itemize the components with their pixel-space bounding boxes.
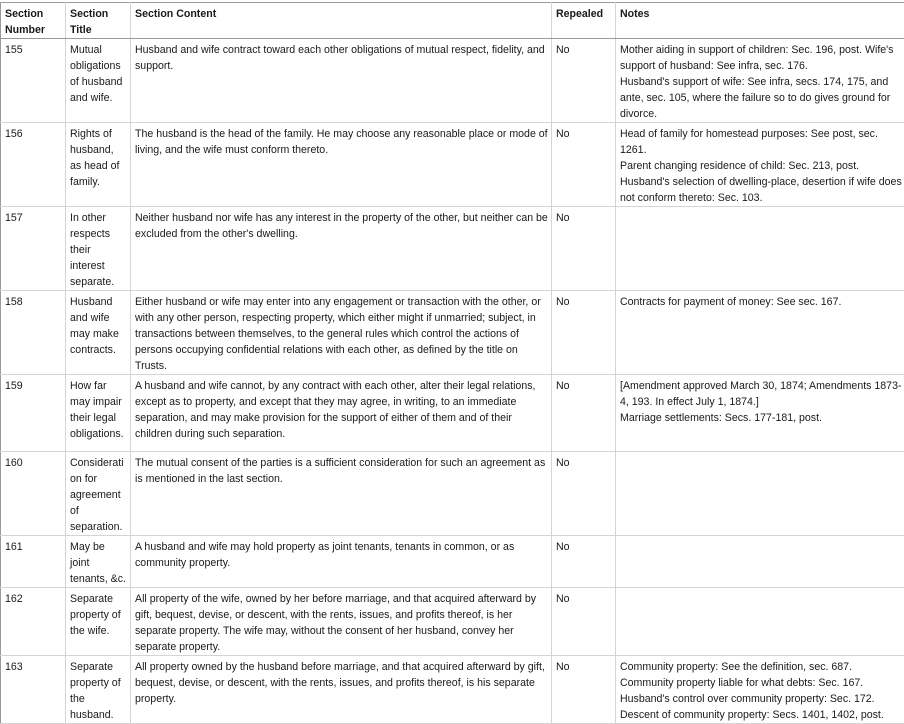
cell-content[interactable]: The husband is the head of the family. He may choose any reasonable place or mode of living, and the wife must conform thereto. [131, 123, 552, 207]
cell-number[interactable]: 159 [1, 375, 66, 452]
table-row [1, 656, 904, 724]
table-row [1, 375, 904, 452]
cell-content[interactable]: Neither husband nor wife has any interest in the property of the other, but neither can be excluded from the other's dwelling. [131, 207, 552, 291]
cell-notes[interactable] [616, 123, 904, 207]
cell-number[interactable]: 157 [1, 207, 66, 291]
cell-notes[interactable] [616, 588, 904, 656]
cell-title[interactable]: May be joint tenants, &c. [66, 536, 131, 588]
table-row [1, 291, 904, 375]
cell-title[interactable]: Mutual obligations of husband and wife. [66, 39, 131, 123]
table-row [1, 588, 904, 656]
header-section-number[interactable]: Section Number [1, 3, 66, 39]
cell-repealed[interactable]: No [552, 536, 616, 588]
cell-content[interactable]: The mutual consent of the parties is a sufficient consideration for such an agreement as is mentioned in the last section. [131, 452, 552, 536]
cell-notes[interactable] [616, 375, 904, 452]
cell-title[interactable]: Separate property of the wife. [66, 588, 131, 656]
cell-number[interactable]: 162 [1, 588, 66, 656]
header-repealed[interactable]: Repealed [552, 3, 616, 39]
table-row [1, 536, 904, 588]
cell-title[interactable]: Consideration for agreement of separation. [66, 452, 131, 536]
table-row [1, 39, 904, 123]
header-row [1, 3, 904, 39]
note-line: Marriage settlements: Secs. 177-181, post. [620, 410, 902, 426]
cell-title[interactable]: Husband and wife may make contracts. [66, 291, 131, 375]
note-line: Mother aiding in support of children: Sec. 196, post. Wife's support of husband: See infra, sec. 176. [620, 42, 902, 74]
cell-notes[interactable] [616, 291, 904, 375]
cell-notes[interactable] [616, 207, 904, 291]
cell-content[interactable]: Husband and wife contract toward each other obligations of mutual respect, fidelity, and support. [131, 39, 552, 123]
note-line: Community property: See the definition, sec. 687. [620, 659, 902, 675]
cell-title[interactable]: Separate property of the husband. [66, 656, 131, 724]
header-notes[interactable]: Notes [616, 3, 904, 39]
cell-number[interactable]: 156 [1, 123, 66, 207]
cell-number[interactable]: 155 [1, 39, 66, 123]
cell-repealed[interactable]: No [552, 375, 616, 452]
cell-number[interactable]: 158 [1, 291, 66, 375]
cell-repealed[interactable]: No [552, 123, 616, 207]
note-line: Head of family for homestead purposes: See post, sec. 1261. [620, 126, 902, 158]
cell-title[interactable]: In other respects their interest separate. [66, 207, 131, 291]
sections-table [0, 2, 904, 724]
note-line: Parent changing residence of child: Sec. 213, post. [620, 158, 902, 174]
note-line: Husband's selection of dwelling-place, desertion if wife does not conform thereto: Sec. 103. [620, 174, 902, 206]
cell-number[interactable]: 163 [1, 656, 66, 724]
cell-content[interactable]: All property owned by the husband before marriage, and that acquired afterward by gift, bequest, devise, or descent, with the rents, issues, and profits thereof, is his separate property. [131, 656, 552, 724]
note-line: Contracts for payment of money: See sec. 167. [620, 294, 902, 310]
cell-number[interactable]: 160 [1, 452, 66, 536]
cell-content[interactable]: A husband and wife cannot, by any contract with each other, alter their legal relations, except as to property, and except that they may agree, in writing, to an immediate separation, and may make provision for the support of either of them and of their children during such separation. [131, 375, 552, 452]
note-line: Descent of community property: Secs. 1401, 1402, post. [620, 707, 902, 723]
table-row [1, 123, 904, 207]
table-row [1, 207, 904, 291]
cell-repealed[interactable]: No [552, 207, 616, 291]
header-section-content[interactable]: Section Content [131, 3, 552, 39]
cell-content[interactable]: All property of the wife, owned by her before marriage, and that acquired afterward by gift, bequest, devise, or descent, with the rents, issues, and profits thereof, is her separate property. The wife may, without the consent of her husband, convey her separate property. [131, 588, 552, 656]
cell-content[interactable]: A husband and wife may hold property as joint tenants, tenants in common, or as community property. [131, 536, 552, 588]
cell-notes[interactable] [616, 452, 904, 536]
cell-repealed[interactable]: No [552, 656, 616, 724]
cell-notes[interactable] [616, 39, 904, 123]
cell-number[interactable]: 161 [1, 536, 66, 588]
cell-repealed[interactable]: No [552, 588, 616, 656]
note-line: Husband's control over community property: Sec. 172. [620, 691, 902, 707]
cell-content[interactable]: Either husband or wife may enter into any engagement or transaction with the other, or with any other person, respecting property, which either might if unmarried; subject, in transactions between themselves, to the general rules which control the actions of persons occupying confidential relations with each other, as defined by the title on Trusts. [131, 291, 552, 375]
cell-title[interactable]: How far may impair their legal obligations. [66, 375, 131, 452]
cell-repealed[interactable]: No [552, 39, 616, 123]
cell-title[interactable]: Rights of husband, as head of family. [66, 123, 131, 207]
cell-notes[interactable] [616, 536, 904, 588]
cell-repealed[interactable]: No [552, 291, 616, 375]
table-row [1, 452, 904, 536]
header-section-title[interactable]: Section Title [66, 3, 131, 39]
note-line: Husband's support of wife: See infra, secs. 174, 175, and ante, sec. 105, where the failure so to do gives ground for divorce. [620, 74, 902, 122]
cell-notes[interactable] [616, 656, 904, 724]
note-line: [Amendment approved March 30, 1874; Amendments 1873-4, 193. In effect July 1, 1874.] [620, 378, 902, 410]
cell-repealed[interactable]: No [552, 452, 616, 536]
note-line: Community property liable for what debts: Sec. 167. [620, 675, 902, 691]
